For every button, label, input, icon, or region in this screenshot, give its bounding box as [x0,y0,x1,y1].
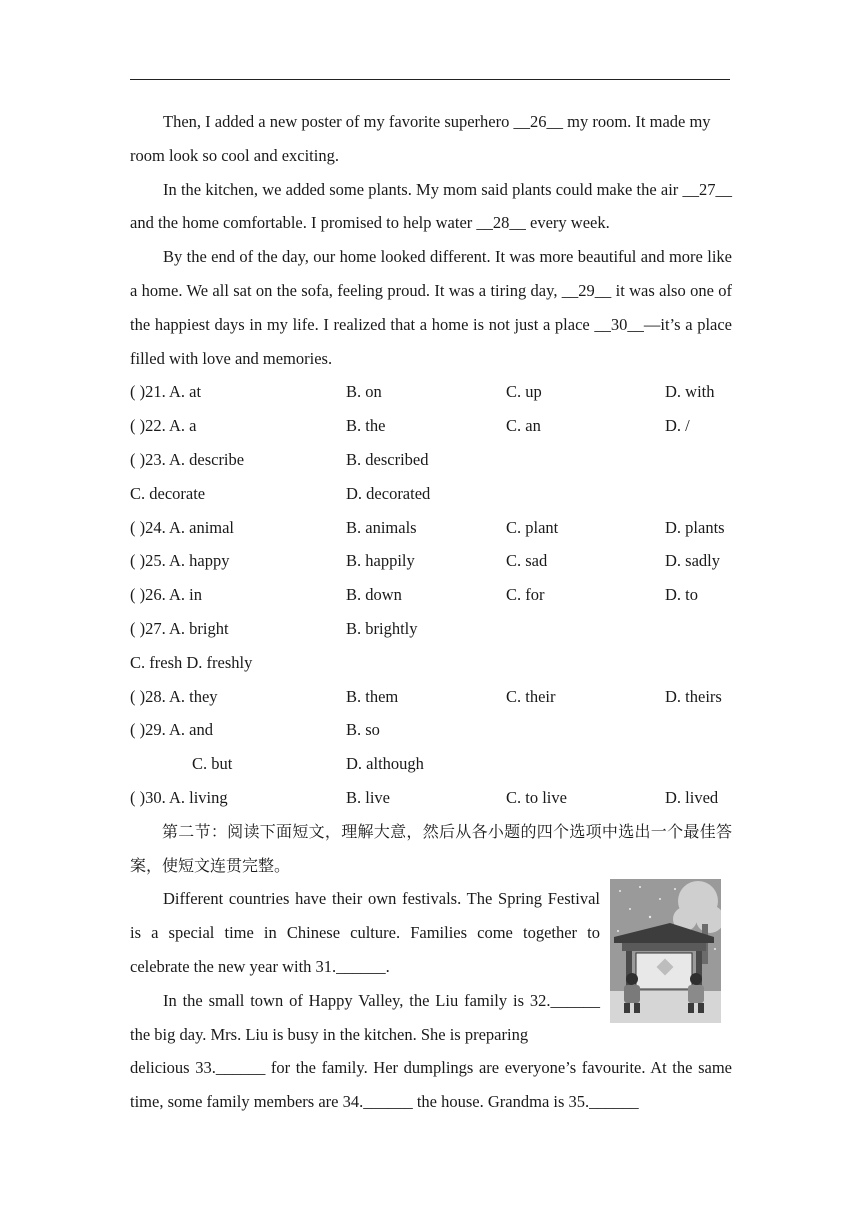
question-29-cont [130,747,732,781]
header-rule [130,79,730,80]
options-list [130,375,732,814]
question-23-cont [130,477,732,511]
option-b: B. on [346,382,382,402]
option-c: C. but [192,754,233,774]
option-d: D. although [346,754,424,774]
option-c: C. for [506,585,545,605]
option-b: B. the [346,416,386,436]
paragraph-line: Then, I added a new poster of my favorite superhero __26__ my room. It made my [163,112,711,131]
option-c: C. decorate [130,483,206,503]
question-stem: ( )27. A. bright [130,618,229,638]
option-c: C. to live [506,787,567,807]
option-c: C. their [506,686,556,706]
question-22 [130,409,732,443]
option-b: B. happily [346,551,415,571]
option-d: D. with [665,382,715,402]
option-d: D. lived [665,787,719,807]
option-b: B. live [346,787,390,807]
question-stem: ( )23. A. describe [130,449,245,469]
question-23 [130,443,732,477]
question-stem: ( )26. A. in [130,585,202,605]
option-c: C. up [506,382,542,402]
spring-festival-illustration [610,879,721,1023]
option-c: C. plant [506,517,559,537]
question-stem: ( )30. A. living [130,787,228,807]
section-instruction: 第二节：阅读下面短文，理解大意，然后从各小题的四个选项中选出一个最佳答案，使短文连贯完整。 [130,821,732,875]
option-b: B. animals [346,517,417,537]
question-26 [130,578,732,612]
option-c-d: C. fresh D. freshly [130,652,253,672]
option-d: D. theirs [665,686,722,706]
page-content [130,105,732,1119]
option-c: C. sad [506,551,548,571]
passage-paragraph: delicious 33.______ for the family. Her dumplings are everyone’s favourite. At the same time, some family members are 34.______ the house. Grandma is 35.______ [130,1058,732,1112]
option-c: C. an [506,416,541,436]
option-d: D. plants [665,517,725,537]
question-29 [130,713,732,747]
question-28 [130,680,732,714]
question-stem: ( )28. A. they [130,686,218,706]
paragraph-line: room look so cool and exciting. [130,145,339,165]
question-21 [130,375,732,409]
passage-paragraph: In the small town of Happy Valley, the Liu family is 32.______ the big day. Mrs. Liu is busy in the kitchen. She is preparing [130,990,600,1044]
question-stem: ( )25. A. happy [130,551,230,571]
option-b: B. described [346,449,429,469]
question-27 [130,612,732,646]
question-27-cont [130,646,732,680]
option-b: B. brightly [346,618,418,638]
passage-wrapped-text [130,882,600,1051]
option-d: D. sadly [665,551,720,571]
option-b: B. down [346,585,402,605]
option-b: B. them [346,686,399,706]
question-stem: ( )29. A. and [130,720,213,740]
question-stem: ( )24. A. animal [130,517,235,537]
question-24 [130,511,732,545]
passage-paragraph: In the kitchen, we added some plants. My mom said plants could make the air __27__ and the home comfortable. I promised to help water __28__ every week. [130,179,732,233]
option-d: D. decorated [346,483,431,503]
option-d: D. to [665,585,698,605]
reading-passage [130,882,732,1119]
question-25 [130,544,732,578]
passage-paragraph: Different countries have their own festivals. The Spring Festival is a special time in Chinese culture. Families come together to celebrate the new year with 31.______. [130,889,600,976]
question-stem: ( )22. A. a [130,416,197,436]
question-30 [130,781,732,815]
passage-paragraph: By the end of the day, our home looked different. It was more beautiful and more like a home. We all sat on the sofa, feeling proud. It was a tiring day, __29__ it was also one of the happiest days in my life. I realized that a home is not just a place __30__—it’s a place filled with love and memories. [130,247,732,368]
question-stem: ( )21. A. at [130,382,202,402]
option-b: B. so [346,720,380,740]
passage-paragraph [130,105,732,173]
option-d: D. / [665,416,690,436]
